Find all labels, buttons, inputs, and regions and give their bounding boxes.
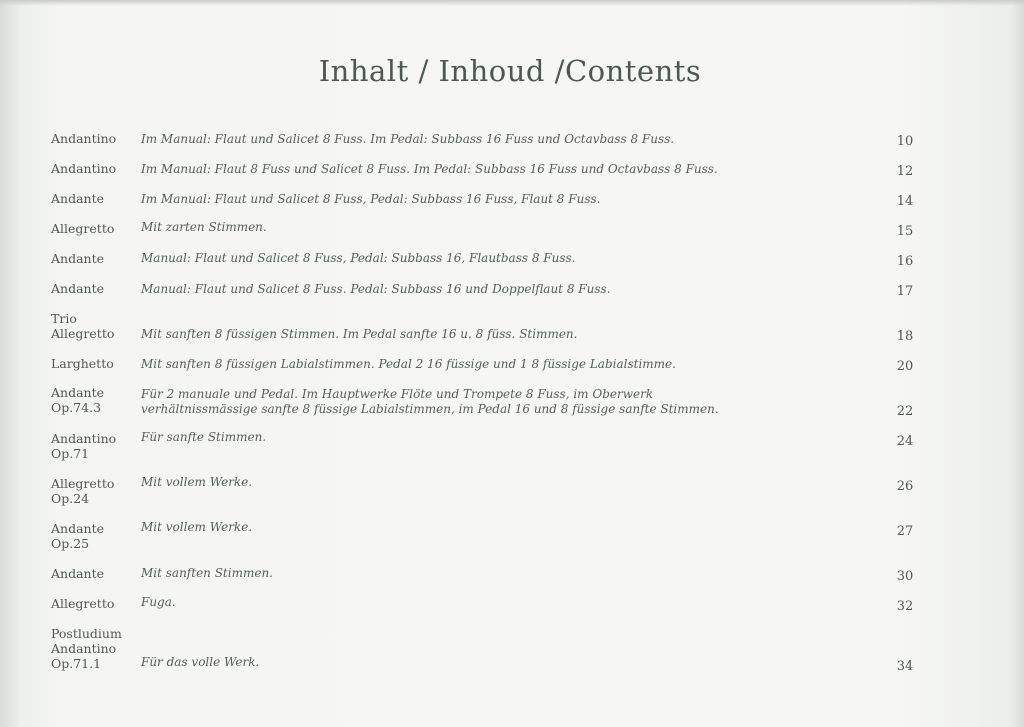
registration-description: [141, 162, 841, 177]
tempo-marking: [51, 385, 141, 415]
tempo-line: Andante: [51, 251, 105, 266]
tempo-line: Andante: [51, 191, 105, 206]
description-line: Im Manual: Flaut 8 Fuss und Salicet 8 Fuss. Im Pedal: Subbass 16 Fuss und Octavbass 8 Fuss.: [141, 162, 718, 176]
tempo-line: Allegretto: [51, 221, 115, 236]
page-number: 34: [896, 659, 914, 674]
description-line: verhältnissmässige sanfte 8 füssige Labialstimmen, im Pedal 16 und 8 füssige sanfte Stimmen.: [141, 402, 719, 416]
description-line: Manual: Flaut und Salicet 8 Fuss, Pedal: Subbass 16, Flautbass 8 Fuss.: [141, 251, 576, 265]
tempo-marking: [51, 311, 141, 341]
tempo-line: Andantino: [51, 431, 117, 446]
registration-description: [141, 430, 841, 445]
tempo-marking: [51, 281, 141, 296]
registration-description: [141, 251, 841, 266]
page-number: 14: [896, 194, 914, 209]
tempo-line: Allegretto: [51, 596, 115, 611]
tempo-line: Andante: [51, 566, 105, 581]
page-number: 27: [896, 524, 914, 539]
description-line: Manual: Flaut und Salicet 8 Fuss. Pedal: Subbass 16 und Doppelflaut 8 Fuss.: [141, 282, 611, 296]
tempo-marking: [51, 161, 141, 176]
tempo-marking: [51, 221, 141, 236]
page-title: Inhalt / Inhoud /Contents: [318, 54, 702, 88]
tempo-line: Andantino: [51, 131, 117, 146]
registration-description: [141, 595, 841, 610]
tempo-line: Andantino: [51, 161, 117, 176]
tempo-marking: [51, 626, 141, 671]
tempo-line: Trio: [51, 311, 77, 326]
registration-description: [141, 327, 841, 342]
page-number: 17: [896, 284, 914, 299]
tempo-marking: [51, 251, 141, 266]
description-line: Mit vollem Werke.: [141, 475, 253, 489]
page-number: 18: [896, 329, 914, 344]
description-line: Mit vollem Werke.: [141, 520, 253, 534]
registration-description: [141, 475, 841, 490]
tempo-line: Andante: [51, 385, 105, 400]
registration-description: [141, 132, 841, 147]
description-line: Für sanfte Stimmen.: [141, 430, 267, 444]
registration-description: [141, 282, 841, 297]
page-number: 32: [896, 599, 914, 614]
page-number: 10: [896, 134, 914, 149]
tempo-line: Op.25: [51, 536, 90, 551]
page-number: 12: [896, 164, 914, 179]
description-line: Im Manual: Flaut und Salicet 8 Fuss, Pedal: Subbass 16 Fuss, Flaut 8 Fuss.: [141, 192, 601, 206]
tempo-marking: [51, 521, 141, 551]
tempo-marking: [51, 596, 141, 611]
tempo-line: Op.24: [51, 491, 90, 506]
page-edge-shadow: [0, 0, 1024, 6]
description-line: Fuga.: [141, 595, 176, 609]
registration-description: [141, 520, 841, 535]
tempo-marking: [51, 566, 141, 581]
description-line: Mit sanften Stimmen.: [141, 566, 273, 580]
registration-description: [141, 387, 841, 417]
page-number: 15: [896, 224, 914, 239]
tempo-line: Postludium: [51, 626, 122, 641]
description-line: Mit sanften 8 füssigen Stimmen. Im Pedal sanfte 16 u. 8 füss. Stimmen.: [141, 327, 578, 341]
description-line: Für 2 manuale und Pedal. Im Hauptwerke Flöte und Trompete 8 Fuss, im Oberwerk: [141, 387, 654, 401]
page-number: 30: [896, 569, 914, 584]
page-number: 24: [896, 434, 914, 449]
registration-description: [141, 220, 841, 235]
tempo-marking: [51, 356, 141, 371]
page-number: 26: [896, 479, 914, 494]
tempo-marking: [51, 131, 141, 146]
registration-description: [141, 357, 841, 372]
tempo-line: Op.71.1: [51, 656, 102, 671]
tempo-marking: [51, 476, 141, 506]
page-number: 16: [896, 254, 914, 269]
description-line: Mit sanften 8 füssigen Labialstimmen. Pedal 2 16 füssige und 1 8 füssige Labialstimme.: [141, 357, 676, 371]
tempo-line: Op.71: [51, 446, 90, 461]
page-number: 20: [896, 359, 914, 374]
registration-description: [141, 192, 841, 207]
tempo-line: Larghetto: [51, 356, 114, 371]
tempo-line: Op.74.3: [51, 400, 102, 415]
page-number: 22: [896, 404, 914, 419]
tempo-line: Andante: [51, 281, 105, 296]
registration-description: [141, 566, 841, 581]
registration-description: [141, 655, 841, 670]
tempo-line: Andantino: [51, 641, 117, 656]
tempo-line: Allegretto: [51, 476, 115, 491]
tempo-marking: [51, 431, 141, 461]
tempo-line: Andante: [51, 521, 105, 536]
description-line: Für das volle Werk.: [141, 655, 260, 669]
tempo-marking: [51, 191, 141, 206]
description-line: Mit zarten Stimmen.: [141, 220, 267, 234]
tempo-line: Allegretto: [51, 326, 115, 341]
description-line: Im Manual: Flaut und Salicet 8 Fuss. Im Pedal: Subbass 16 Fuss und Octavbass 8 Fuss.: [141, 132, 675, 146]
